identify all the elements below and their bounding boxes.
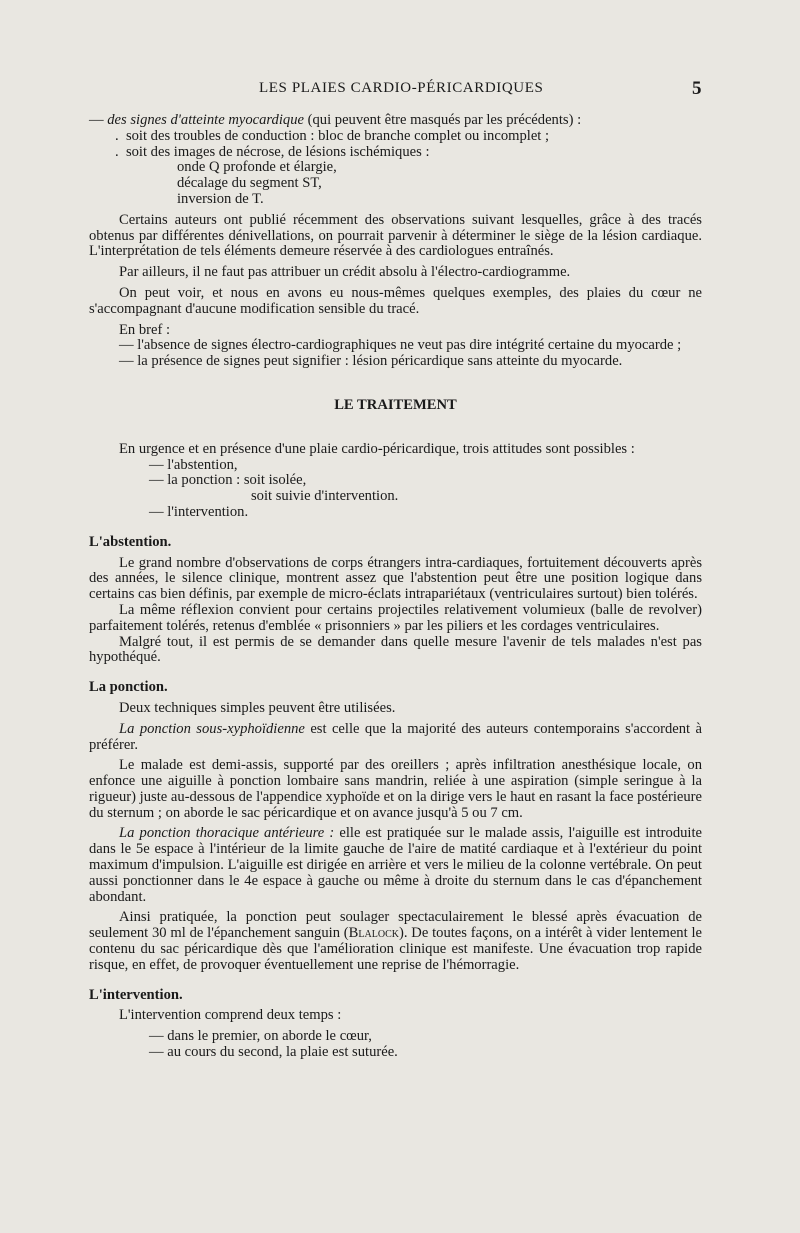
- ponction-ainsi-paragraph: [89, 910, 702, 973]
- running-title: LES PLAIES CARDIO-PÉRICARDIQUES: [259, 80, 544, 96]
- certains-paragraph: Certains auteurs ont publié récemment des observations suivant lesquelles, grâce à des tracés obtenus par différentes dénivellations, on pourrait parvenir à déterminer le siège de la lésion cardiaque. L'interprétation de tels éléments demeure réservée à des cardiologues entraînés.: [89, 211, 702, 260]
- absence-item: — l'absence de signes électro-cardiographiques ne veut pas dire intégrité certaine du myocarde ;: [119, 337, 682, 354]
- sous-xyphoidienne-label: La ponction sous-xyphoïdienne: [119, 720, 305, 737]
- ponction-sous-xyphoidienne: [89, 722, 702, 754]
- thoracique-label: La ponction thoracique antérieure :: [119, 825, 335, 842]
- abstention-paragraph-3: Malgré tout, il est permis de se demander dans quelle mesure l'avenir de tels malades n'est pas hypothéqué.: [89, 633, 702, 666]
- necrose-item: . soit des images de nécrose, de lésions ischémiques :: [115, 143, 430, 160]
- heading-intervention: L'intervention.: [89, 986, 183, 1003]
- myocard-signs-text: (qui peuvent être masqués par les précédents) :: [307, 112, 582, 128]
- ponction-intro: Deux techniques simples peuvent être utilisées.: [119, 699, 396, 716]
- traitement-intro: En urgence et en présence d'une plaie cardio-péricardique, trois attitudes sont possibles :: [119, 440, 635, 457]
- abstention-paragraph-2: La même réflexion convient pour certains projectiles relativement volumieux (balle de revolver) parfaitement tolérés, retenus d'emblée « prisonniers » par les piliers et les cordages ventriculaires.: [89, 601, 702, 634]
- abstention-paragraph-1: Le grand nombre d'observations de corps étrangers intra-cardiaques, fortuitement découverts après des années, le silence clinique, montrent assez que l'abstention peut être une position logique dans certains cas bien définis, par exemple de micro-éclats intrapariétaux (ventriculaires surtout) bien tolérés.: [89, 554, 702, 603]
- presence-item: — la présence de signes peut signifier : lésion péricardique sans atteinte du myocarde.: [119, 353, 623, 370]
- onde-q-item: onde Q profonde et élargie,: [177, 159, 337, 176]
- conduction-text: soit des troubles de conduction : bloc de branche complet ou incomplet ;: [125, 127, 550, 144]
- myocard-signs-line: — des signes d'atteinte myocardique (qui peuvent être masqués par les précédents) :: [89, 112, 582, 128]
- ainsi-text-1: Ainsi pratiquée, la ponction peut soulager spectaculairement le blessé après évacuation de seulement 30 ml de l'épanchement sanguin (: [89, 909, 702, 942]
- page-header: [0, 78, 800, 100]
- author-blalock: Blalock: [348, 925, 399, 942]
- thoracique-text: elle est pratiquée sur le malade assis, l'aiguille est introduite dans le 5e espace à l'intérieur de la limite gauche de l'aire de matité cardiaque et à l'extérieur du point maximum d'impulsion. L'aiguille est dirigée en arrière et vers le milieu de la colonne vertébrale. On peut aussi ponctionner dans le 4e espace à gauche ou même à droite du sternum dans le cas d'épanchement abondant.: [89, 825, 702, 905]
- section-title-traitement: LE TRAITEMENT: [334, 396, 457, 413]
- necrose-text: soit des images de nécrose, de lésions ischémiques :: [125, 143, 430, 160]
- intervention-intro: L'intervention comprend deux temps :: [119, 1007, 342, 1024]
- conduction-item: . soit des troubles de conduction : bloc de branche complet ou incomplet ;: [115, 127, 550, 144]
- decalage-item: décalage du segment ST,: [177, 175, 322, 192]
- option-abstention: — l'abstention,: [149, 456, 238, 473]
- ponction-malade-paragraph: Le malade est demi-assis, supporté par des oreillers ; après infiltration anesthésique locale, on enfonce une aiguille à ponction lombaire sans mandrin, reliée à une aspiration (simple seringue à la rigueur) juste au-dessous de l'appendice xyphoïde et on la dirige vers le haut en rasant la face postérieure du sternum ; on aborde le sac péricardique et on avance jusqu'à 5 ou 7 cm.: [89, 757, 702, 821]
- on-peut-paragraph: On peut voir, et nous en avons eu nous-mêmes quelques exemples, des plaies du cœur ne s'accompagnant d'aucune modification sensible du tracé.: [89, 284, 702, 317]
- myocard-signs-label: des signes d'atteinte myocardique: [107, 112, 304, 128]
- page-number: 5: [692, 78, 702, 99]
- intervention-temps-2: — au cours du second, la plaie est suturée.: [149, 1044, 398, 1061]
- heading-ponction: La ponction.: [89, 679, 168, 696]
- option-intervention: — l'intervention.: [149, 503, 249, 520]
- intervention-temps-1: — dans le premier, on aborde le cœur,: [149, 1028, 372, 1045]
- absence-text: l'absence de signes électro-cardiographiques ne veut pas dire intégrité certaine du myocarde ;: [137, 337, 682, 354]
- option-ponction-suite: soit suivie d'intervention.: [251, 488, 399, 505]
- ponction-thoracique: [89, 826, 702, 905]
- presence-text: la présence de signes peut signifier : lésion péricardique sans atteinte du myocarde.: [137, 353, 623, 370]
- par-ailleurs-paragraph: Par ailleurs, il ne faut pas attribuer un crédit absolu à l'électro-cardiogramme.: [119, 264, 571, 281]
- ainsi-text-2: ). De toutes façons, on a intérêt à vider lentement le contenu du sac péricardique dès que l'amélioration clinique est manifeste. Une évacuation trop rapide risque, en effet, de provoquer éventuellement une reprise de l'hémorragie.: [89, 925, 702, 973]
- page-body: [89, 113, 702, 1061]
- heading-abstention: L'abstention.: [89, 533, 172, 550]
- en-bref-line: En bref :: [119, 321, 171, 338]
- inversion-item: inversion de T.: [177, 190, 264, 207]
- sous-xyphoidienne-text: est celle que la majorité des auteurs contemporains s'accordent à préférer.: [89, 720, 702, 753]
- option-ponction: — la ponction : soit isolée,: [149, 472, 307, 489]
